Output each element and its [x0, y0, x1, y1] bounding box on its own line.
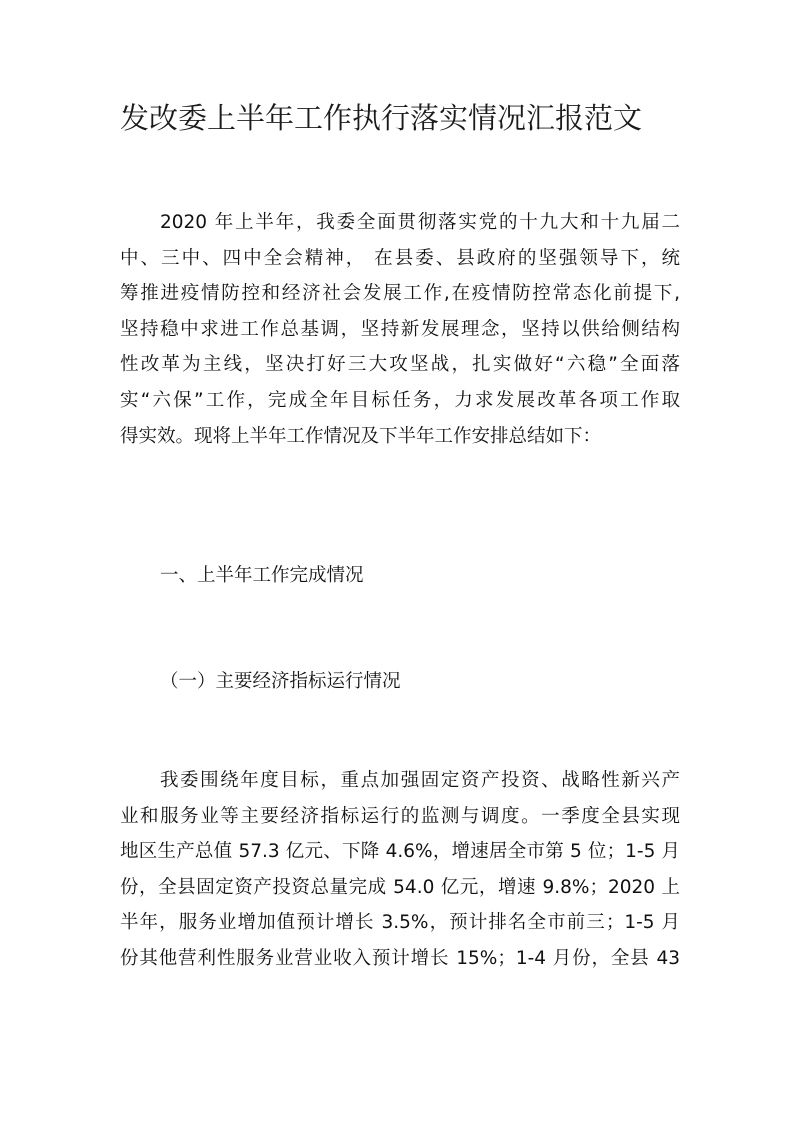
body-line-2: 业和服务业等主要经济指标运行的监测与调度。一季度全县实现 — [120, 805, 680, 827]
subsection-heading-1: （一）主要经济指标运行情况 — [160, 671, 401, 692]
intro-line-7: 得实效。现将上半年工作情况及下半年工作安排总结如下： — [120, 425, 602, 447]
intro-line-6: 实“六保”工作，完成全年目标任务，力求发展改革各项工作取 — [120, 389, 680, 411]
intro-paragraph — [120, 205, 680, 454]
body-line-4: 份，全县固定资产投资总量完成 54.0 亿元，增速 9.8%；2020 上 — [120, 876, 680, 898]
document-title: 发改委上半年工作执行落实情况汇报范文 — [120, 101, 643, 135]
body-line-6: 份其他营利性服务业营业收入预计增长 15%；1-4 月份，全县 43 — [120, 947, 680, 969]
body-paragraph — [120, 763, 680, 977]
intro-line-4: 坚持稳中求进工作总基调，坚持新发展理念，坚持以供给侧结构 — [120, 318, 680, 340]
intro-line-5: 性改革为主线，坚决打好三大攻坚战，扎实做好“六稳”全面落 — [120, 354, 680, 376]
intro-line-1: 2020 年上半年，我委全面贯彻落实党的十九大和十九届二 — [160, 212, 680, 233]
intro-line-2: 中、三中、四中全会精神， 在县委、县政府的坚强领导下，统 — [120, 247, 680, 269]
body-line-3: 地区生产总值 57.3 亿元、下降 4.6%，增速居全市第 5 位；1-5 月 — [120, 841, 680, 863]
intro-line-3: 筹推进疫情防控和经济社会发展工作,在疫情防控常态化前提下, — [120, 283, 680, 305]
body-line-5: 半年，服务业增加值预计增长 3.5%，预计排名全市前三；1-5 月 — [120, 912, 680, 934]
body-line-1: 我委围绕年度目标，重点加强固定资产投资、战略性新兴产 — [160, 770, 680, 791]
section-heading-1: 一、上半年工作完成情况 — [160, 565, 364, 586]
